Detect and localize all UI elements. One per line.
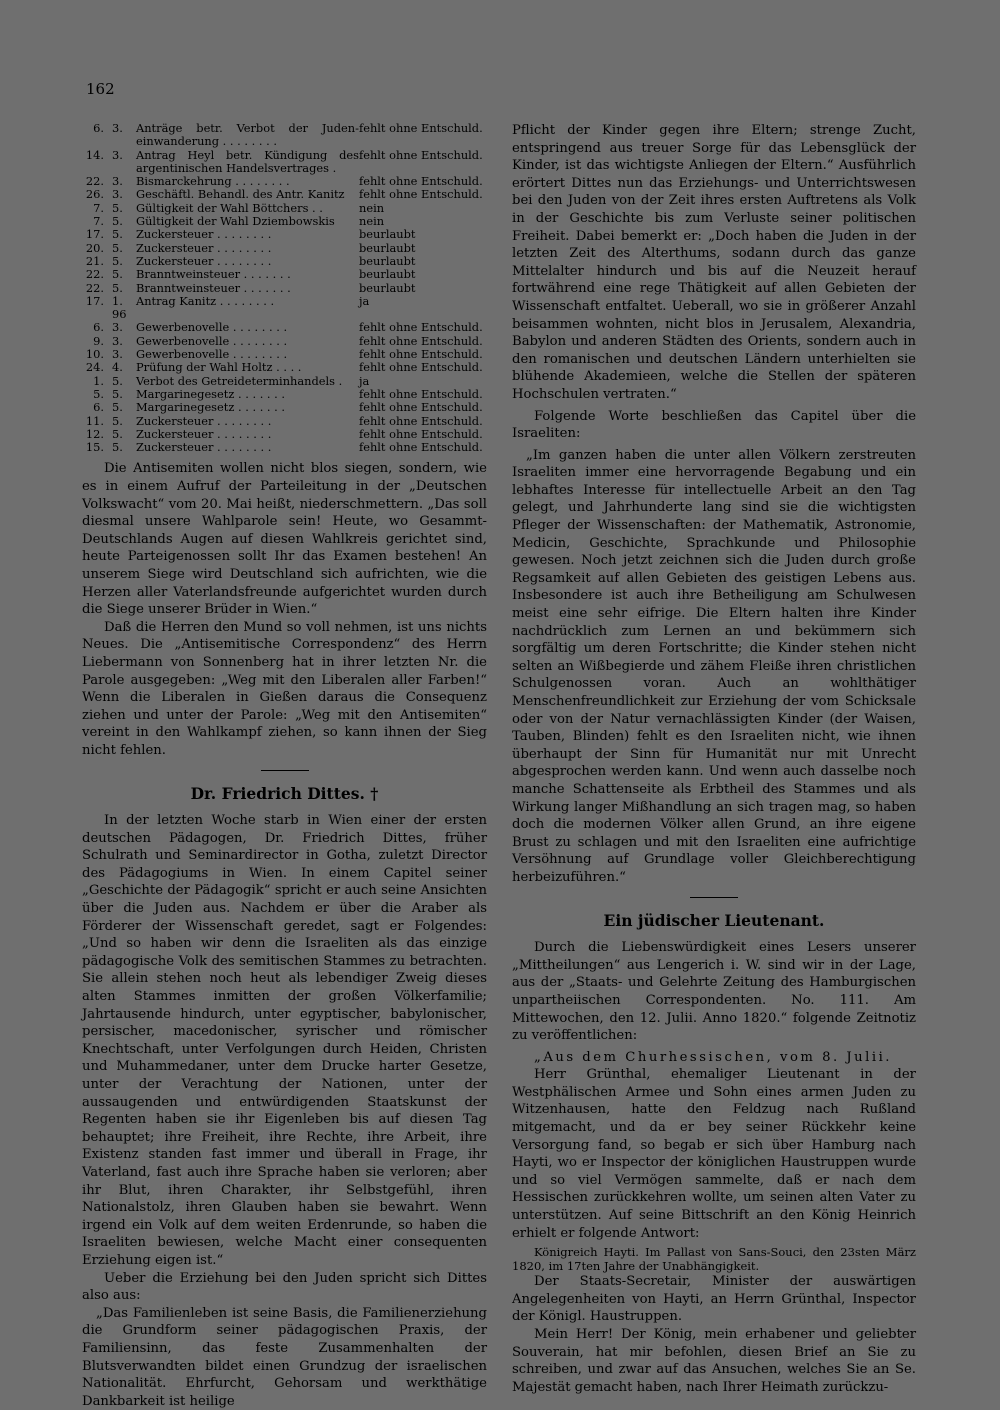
section-divider: [261, 770, 309, 771]
vote-subject: Zuckersteuer . . . . . . . .: [136, 413, 272, 428]
letter-body: Mein Herr! Der König, mein erhabener und geliebter Souverain, hat mir befohlen, diesen Brief an Sie zu schreiben, und zwar auf das Ansuchen, welches Sie an Se. Majestät gemacht haben, nach Ihrer Heimath zurückzu-: [512, 1327, 916, 1395]
vote-month: 5.: [112, 426, 123, 441]
vote-subject: Margarinegesetz . . . . . . .: [136, 400, 286, 415]
vote-month: 1. 96: [112, 293, 127, 322]
vote-row: [82, 202, 487, 215]
vote-day: 22.: [85, 174, 104, 189]
vote-result: fehlt ohne Entschuld.: [359, 174, 483, 189]
vote-day: 9.: [93, 333, 104, 348]
vote-row: [82, 415, 487, 428]
vote-subject: Antrag Heyl betr. Kündigung des argentinischen Handelsvertrages .: [136, 147, 359, 175]
vote-day: 22.: [85, 267, 104, 282]
paragraph-pflicht: Pflicht der Kinder gegen ihre Eltern; strenge Zucht, entspringend aus treuer Sorge für das Lebensglück der Kinder, ist das wichtigste Anliegen der Eltern.“ Ausführlich erörtert Dittes nun das Erziehungs- und Unterrichtswesen bei den Juden von der Zeit ihres ersten Auftretens als Volk in der Geschichte bis zum Verluste seiner politischen Freiheit. Dabei bemerkt er: „Doch haben die Juden in der letzten Zeit des Alterthums, sodann durch das ganze Mittelalter hindurch und bis auf die Neuzeit herauf fortwährend eine rege Thätigkeit auf allen Gebieten der Wissenschaft entfaltet. Ueberall, wo sie in größerer Anzahl beisammen wohnten, nicht blos in Jerusalem, Alexandria, Babylon und anderen Städten des Orients, sondern auch in den romanischen und deutschen Ländern unterhielten sie blühende Akademieen, welche die Stellen der späteren Hochschulen vertraten.“: [512, 123, 916, 402]
vote-row: [82, 401, 487, 414]
vote-row: [82, 388, 487, 401]
vote-subject: Margarinegesetz . . . . . . .: [136, 386, 286, 401]
section-divider: [690, 897, 738, 898]
vote-row: [82, 441, 487, 454]
vote-result: fehlt ohne Entschuld.: [359, 147, 483, 162]
vote-result: beurlaubt: [359, 240, 416, 255]
paragraph-dittes-erziehung: Ueber die Erziehung bei den Juden spricht sich Dittes also aus:: [82, 1270, 487, 1304]
vote-subject: Gültigkeit der Wahl Dziembowskis: [136, 214, 335, 229]
vote-month: 5.: [112, 200, 123, 215]
vote-day: 6.: [93, 121, 104, 135]
vote-month: 5.: [112, 440, 123, 455]
vote-month: 3.: [112, 320, 123, 335]
vote-record-body: [82, 122, 487, 454]
vote-result: fehlt ohne Entschuld.: [359, 386, 483, 401]
vote-month: 3.: [112, 333, 123, 348]
letter-address: Der Staats-Secretair, Minister der auswärtigen Angelegenheiten von Hayti, an Herrn Grünthal, Inspector der Königl. Haustruppen.: [512, 1274, 916, 1325]
vote-month: 5.: [112, 386, 123, 401]
vote-day: 10.: [85, 347, 104, 362]
vote-subject: Anträge betr. Verbot der Juden- einwanderung . . . . . . . .: [136, 121, 359, 149]
vote-subject: Prüfung der Wahl Holtz . . . .: [136, 360, 302, 375]
vote-day: 14.: [85, 147, 104, 162]
vote-result: fehlt ohne Entschuld.: [359, 360, 483, 375]
vote-subject: Geschäftl. Behandl. des Antr. Kanitz: [136, 187, 345, 202]
vote-month: 5.: [112, 214, 123, 229]
vote-month: 5.: [112, 280, 123, 295]
vote-subject: Branntweinsteuer . . . . . . .: [136, 280, 291, 295]
vote-month: 4.: [112, 360, 123, 375]
vote-subject: Bismarckehrung . . . . . . . .: [136, 174, 290, 189]
vote-result: fehlt ohne Entschuld.: [359, 333, 483, 348]
vote-day: 17.: [85, 293, 104, 308]
vote-day: 12.: [85, 426, 104, 441]
left-column: [82, 122, 487, 1410]
vote-result: beurlaubt: [359, 280, 416, 295]
vote-row: [82, 295, 487, 322]
vote-row: [82, 242, 487, 255]
vote-subject: Gewerbenovelle . . . . . . . .: [136, 320, 288, 335]
vote-month: 5.: [112, 267, 123, 282]
vote-row: [82, 149, 487, 176]
vote-subject: Zuckersteuer . . . . . . . .: [136, 440, 272, 455]
vote-row: [82, 122, 487, 149]
vote-month: 5.: [112, 400, 123, 415]
vote-result: fehlt ohne Entschuld.: [359, 413, 483, 428]
vote-month: 3.: [112, 174, 123, 189]
vote-record-table: [82, 122, 487, 454]
vote-row: [82, 361, 487, 374]
vote-subject: Verbot des Getreideterminhandels .: [136, 373, 343, 388]
vote-day: 15.: [85, 440, 104, 455]
vote-result: fehlt ohne Entschuld.: [359, 121, 483, 135]
vote-result: ja: [359, 373, 370, 388]
vote-month: 3.: [112, 147, 123, 162]
vote-month: 5.: [112, 373, 123, 388]
paragraph-gruenthal: Herr Grünthal, ehemaliger Lieutenant in der Westphälischen Armee und Sohn eines armen Juden zu Witzenhausen, hatte den Feldzug nach Rußland mitgemacht, und da er bey seiner Rückkehr keine Versorgung fand, so begab er sich über Hamburg nach Hayti, wo er Inspector der königlichen Haustruppen wurde und so viel Vermögen sammelte, daß er nach dem Hessischen zurückkehren wollte, um seinen alten Vater zu unterstützen. Auf seine Bittschrift an den König Heinrich erhielt er folgende Antwort:: [512, 1067, 916, 1241]
vote-row: [82, 428, 487, 441]
vote-subject: Zuckersteuer . . . . . . . .: [136, 426, 272, 441]
vote-subject: Gewerbenovelle . . . . . . . .: [136, 333, 288, 348]
vote-row: [82, 228, 487, 241]
vote-row: [82, 188, 487, 201]
paragraph-antisemiten: Die Antisemiten wollen nicht blos siegen, sondern, wie es in einem Aufruf der Parteileitung in der „Deutschen Volkswacht“ vom 20. Mai heißt, niederschmettern. „Das soll diesmal unsere Wahlparole sein! Heute, wo Gesammt-Deutschlands Augen auf diesen Wahlkreis gerichtet sind, heute Parteigenossen sollt Ihr das Examen bestehen! An unserem Siege wird Deutschland sich aufrichten, wie die Herzen aller Vaterlandsfreunde aufgerichtet wurden durch die Siege unserer Brüder in Wien.“: [82, 461, 487, 618]
vote-result: fehlt ohne Entschuld.: [359, 320, 483, 335]
vote-result: nein: [359, 214, 385, 229]
vote-result: beurlaubt: [359, 253, 416, 268]
vote-month: 5.: [112, 227, 123, 242]
right-column: [512, 122, 916, 1396]
vote-month: 5.: [112, 253, 123, 268]
paragraph-israeliten-quote: „Im ganzen haben die unter allen Völkern zerstreuten Israeliten immer eine hervorragende Begabung und ein lebhaftes Interesse für intellectuelle Arbeit an den Tag gelegt, und Jahrhunderte lang sind sie die wichtigsten Pfleger der Wissenschaften: der Mathematik, Astronomie, Medicin, Geschichte, Sprachkunde und Philosophie gewesen. Noch jetzt zeichnen sich die Juden durch große Regsamkeit auf allen Gebieten des geistigen Lebens aus. Insbesondere ist auch ihre Betheiligung am Schulwesen meist eine sehr eifrige. Die Eltern halten ihre Kinder nachdrücklich zum Lernen an und bekümmern sich sorgfältig um deren Fortschritte; die Kinder stehen nicht selten an Wißbegierde und zähem Fleiße ihren christlichen Schulgenossen voran. Auch an wohlthätiger Menschenfreundlichkeit zur Erziehung der vom Schicksale oder von der Natur vernachlässigten Kinder (der Waisen, Tauben, Blinden) fehlt es den Israeliten nicht, wie ihnen überhaupt der Sinn für Humanität nur mit Unrecht abgesprochen werden kann. Und wenn auch dasselbe noch manche Schattenseite als Erbtheil des Stammes und als Wirkung langer Mißhandlung an sich tragen mag, so haben doch die modernen Völker allen Grund, an ihre eigene Brust zu schlagen und mit den Israeliten eine aufrichtige Versöhnung auf Grundlage voller Gleichberechtigung herbeizuführen.“: [512, 447, 916, 885]
vote-day: 7.: [93, 200, 104, 215]
vote-subject: Zuckersteuer . . . . . . . .: [136, 240, 272, 255]
vote-result: nein: [359, 200, 385, 215]
vote-result: fehlt ohne Entschuld.: [359, 187, 483, 202]
vote-result: ja: [359, 293, 370, 308]
vote-result: fehlt ohne Entschuld.: [359, 426, 483, 441]
dateline-churhessen: „Aus dem Churhessischen, vom 8. Julii.: [534, 1049, 892, 1065]
vote-day: 7.: [93, 214, 104, 229]
paragraph-capitel: Folgende Worte beschließen das Capitel über die Israeliten:: [512, 408, 916, 442]
vote-subject: Branntweinsteuer . . . . . . .: [136, 267, 291, 282]
vote-row: [82, 348, 487, 361]
vote-month: 3.: [112, 121, 123, 135]
page-number: 162: [86, 80, 115, 98]
vote-day: 6.: [93, 320, 104, 335]
vote-subject: Antrag Kanitz . . . . . . . .: [136, 293, 275, 308]
letter-dateline: Königreich Hayti. Im Pallast von Sans-Souci, den 23sten März 1820, im 17ten Jahre der Unabhängigkeit.: [512, 1245, 916, 1274]
vote-row: [82, 175, 487, 188]
vote-month: 3.: [112, 187, 123, 202]
vote-day: 24.: [85, 360, 104, 375]
heading-lieutenant: Ein jüdischer Lieutenant.: [603, 910, 825, 930]
vote-day: 21.: [85, 253, 104, 268]
vote-day: 1.: [93, 373, 104, 388]
vote-day: 5.: [93, 386, 104, 401]
vote-result: fehlt ohne Entschuld.: [359, 347, 483, 362]
vote-row: [82, 255, 487, 268]
vote-day: 22.: [85, 280, 104, 295]
vote-row: [82, 268, 487, 281]
paragraph-dittes-intro: In der letzten Woche starb in Wien einer der ersten deutschen Pädagogen, Dr. Friedrich Dittes, früher Schulrath und Seminardirector in Gotha, zuletzt Director des Pädagogiums in Wien. In einem Capitel seiner „Geschichte der Pädagogik“ spricht er auch seine Ansichten über die Juden aus. Nachdem er über die Araber als Förderer der Wissenschaft geredet, sagt er Folgendes: „Und so haben wir denn die Israeliten als das einzige pädagogische Volk des semitischen Stammes zu betrachten. Sie allein stehen noch heut als lebendiger Zweig dieses alten Stammes inmitten der großen Völkerfamilie; Jahrtausende hindurch, unter egyptischer, babylonischer, persischer, macedonischer, syrischer und römischer Knechtschaft, unter Verfolgungen durch Heiden, Christen und Muhammedaner, unter dem Drucke harter Gesetze, unter der Verachtung der Nationen, unter der aussaugenden und entwürdigenden Staatskunst der Regenten haben sie ihr Eigenleben bis auf diesen Tag behauptet; ihre Freiheit, ihre Rechte, ihre Arbeit, ihre Existenz standen fast immer und überall in Frage, ihr Vaterland, fast auch ihre Sprache haben sie verloren; aber ihr Blut, ihren Charakter, ihr Selbstgefühl, ihren Nationalstolz, ihren Glauben haben sie bewahrt. Wenn irgend ein Volk auf dem weiten Erdenrunde, so haben die Israeliten bewiesen, welche Macht einer consequenten Erziehung eigen ist.“: [82, 813, 487, 1268]
vote-row: [82, 282, 487, 295]
vote-row: [82, 375, 487, 388]
vote-result: fehlt ohne Entschuld.: [359, 400, 483, 415]
vote-month: 5.: [112, 240, 123, 255]
paragraph-leser: Durch die Liebenswürdigkeit eines Lesers unserer „Mittheilungen“ aus Lengerich i. W. sind wir in der Lage, aus der „Staats- und Gelehrte Zeitung des Hamburgischen unpartheiischen Correspondenten. No. 111. Am Mittewochen, den 12. Julii. Anno 1820.“ folgende Zeitnotiz zu veröffentlichen:: [512, 940, 916, 1044]
vote-result: fehlt ohne Entschuld.: [359, 440, 483, 455]
vote-result: beurlaubt: [359, 227, 416, 242]
vote-day: 11.: [85, 413, 104, 428]
vote-day: 6.: [93, 400, 104, 415]
vote-month: 5.: [112, 413, 123, 428]
vote-subject: Zuckersteuer . . . . . . . .: [136, 227, 272, 242]
vote-row: [82, 335, 487, 348]
vote-subject: Gewerbenovelle . . . . . . . .: [136, 347, 288, 362]
vote-month: 3.: [112, 347, 123, 362]
heading-dittes: Dr. Friedrich Dittes. †: [190, 783, 379, 803]
vote-row: [82, 321, 487, 334]
vote-result: beurlaubt: [359, 267, 416, 282]
vote-subject: Zuckersteuer . . . . . . . .: [136, 253, 272, 268]
vote-day: 26.: [85, 187, 104, 202]
vote-row: [82, 215, 487, 228]
vote-day: 17.: [85, 227, 104, 242]
paragraph-parole: Daß die Herren den Mund so voll nehmen, ist uns nichts Neues. Die „Antisemitische Correspondenz“ des Herrn Liebermann von Sonnenberg hat in ihrer letzten Nr. die Parole ausgegeben: „Weg mit den Liberalen aller Farben!“ Wenn die Liberalen in Gießen daraus die Consequenz ziehen und unter der Parole: „Weg mit den Antisemiten“ vereint in den Wahlkampf ziehen, so kann ihnen der Sieg nicht fehlen.: [82, 619, 487, 758]
vote-subject: Gültigkeit der Wahl Böttchers . .: [136, 200, 323, 215]
vote-day: 20.: [85, 240, 104, 255]
paragraph-dittes-quote: „Das Familienleben ist seine Basis, die Familienerziehung die Grundform seiner pädagogischen Praxis, der Familiensinn, das feste Zusammenhalten der Blutsverwandten bildet einen Grundzug der israelischen Nationalität. Ehrfurcht, Gehorsam und werkthätige Dankbarkeit ist heilige: [82, 1305, 487, 1409]
